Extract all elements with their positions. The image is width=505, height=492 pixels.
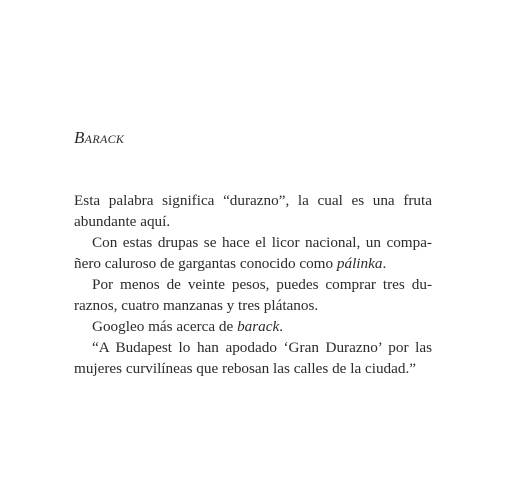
text-line xyxy=(74,358,432,379)
text-line xyxy=(74,274,432,295)
paragraph xyxy=(74,190,432,232)
text-segment: Googleo más acerca de xyxy=(92,318,238,335)
text-segment: mujeres curvilíneas que rebosan las calles de la ciudad.” xyxy=(74,360,417,377)
text-line xyxy=(74,253,432,274)
text-line xyxy=(74,316,432,337)
text-line xyxy=(74,337,432,358)
text-line xyxy=(74,211,432,232)
text-segment: . xyxy=(279,318,284,335)
italic-term: pálinka xyxy=(336,255,383,272)
text-line xyxy=(74,232,432,253)
text-segment: . xyxy=(382,255,387,272)
body-text xyxy=(74,190,432,379)
text-line xyxy=(74,190,432,211)
text-segment: Esta palabra significa “durazno”, la cual es una fruta xyxy=(74,192,432,209)
text-line xyxy=(74,295,432,316)
paragraph xyxy=(74,316,432,337)
section-heading: Barack xyxy=(74,128,125,147)
text-segment: “A Budapest lo han apodado ‘Gran Durazno’ por las xyxy=(92,339,432,356)
paragraph xyxy=(74,232,432,274)
text-segment: abundante aquí. xyxy=(74,213,171,230)
italic-term: barack xyxy=(237,318,280,335)
text-segment: Por menos de veinte pesos, puedes comprar tres du- xyxy=(92,276,432,293)
text-segment: raznos, cuatro manzanas y tres plátanos. xyxy=(74,297,319,314)
paragraph xyxy=(74,337,432,379)
text-segment: Con estas drupas se hace el licor nacional, un compa- xyxy=(92,234,432,251)
paragraph xyxy=(74,274,432,316)
text-segment: ñero caluroso de gargantas conocido como xyxy=(74,255,337,272)
